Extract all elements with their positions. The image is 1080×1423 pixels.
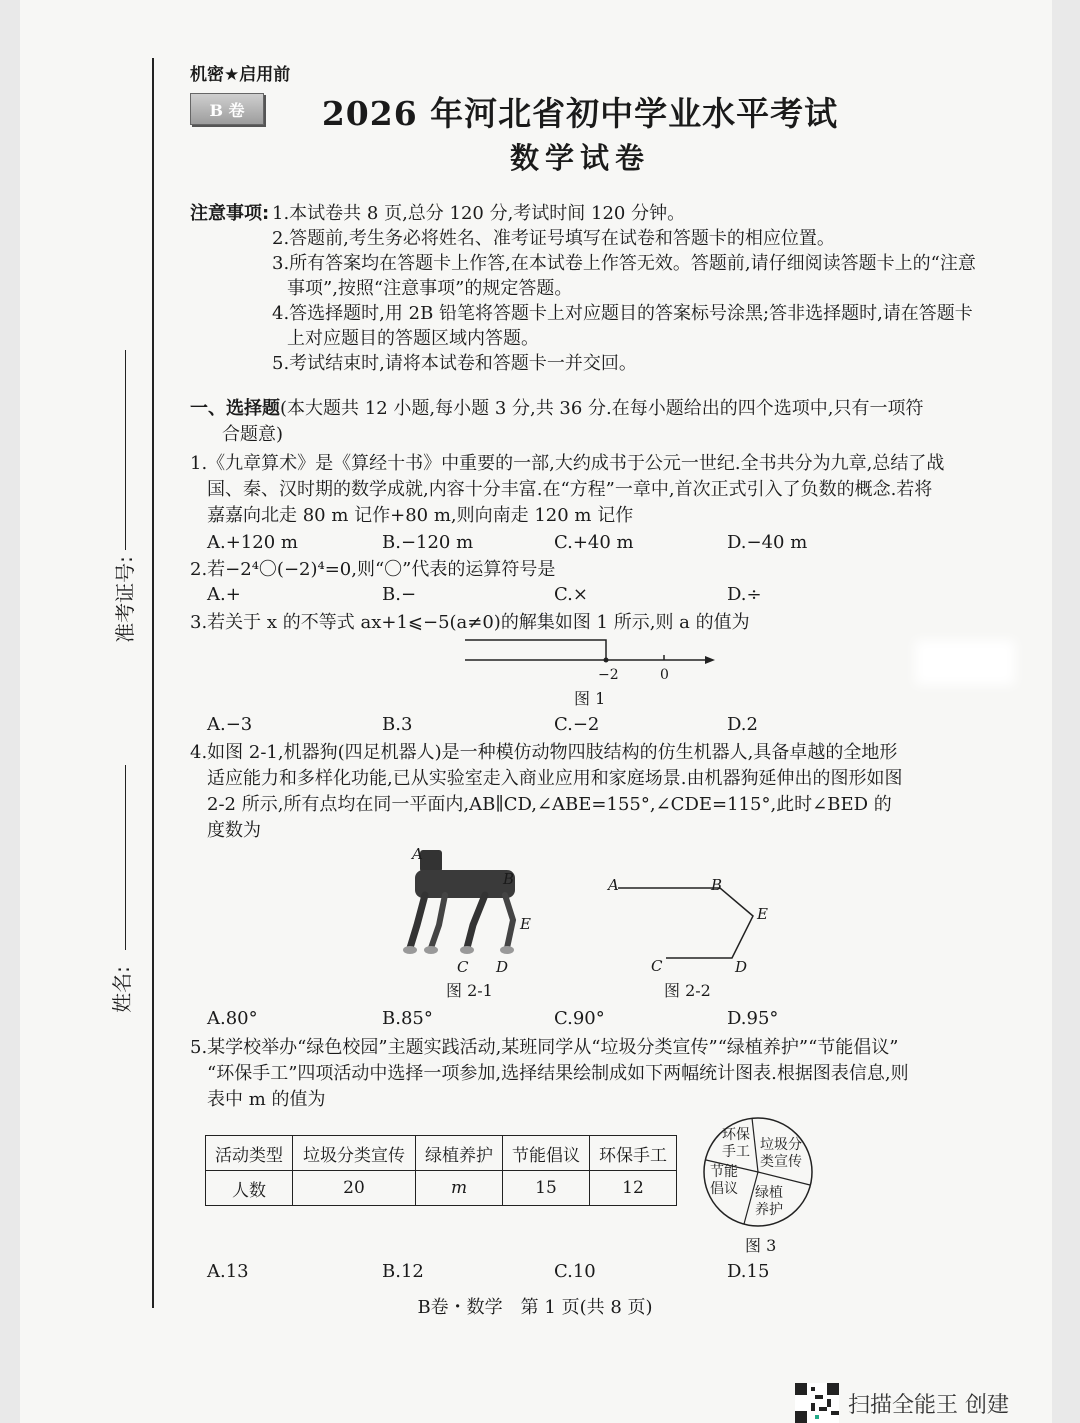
table-cell: 12: [590, 1171, 677, 1206]
q3-option-a: A.−3: [207, 714, 253, 735]
notice-item: 上对应题目的答题区域内答题。: [287, 328, 539, 349]
notice-item: 2.答题前,考生务必将姓名、准考证号填写在试卷和答题卡的相应位置。: [272, 228, 835, 249]
table-header-row: [206, 1136, 677, 1171]
notice-item: 3.所有答案均在答题卡上作答,在本试卷上作答无效。答题前,请仔细阅读答题卡上的“注意: [272, 253, 976, 274]
pie-label: 环保手工: [722, 1127, 750, 1160]
number-line-figure: [460, 630, 730, 690]
pie-divider: [758, 1172, 810, 1185]
pie-label: 垃圾分类宣传: [760, 1137, 802, 1170]
q2-option-d: D.÷: [727, 584, 762, 605]
table-cell: 人数: [206, 1171, 293, 1206]
notice-heading: 注意事项:: [190, 203, 270, 224]
exam-title: 2026 年河北省初中学业水平考试: [321, 94, 839, 133]
q2-option-c: C.×: [554, 584, 588, 605]
q1-text: 嘉嘉向北走 80 m 记作+80 m,则向南走 120 m 记作: [207, 505, 634, 526]
point-label: A: [608, 876, 619, 894]
robot-foot: [500, 946, 514, 954]
secret-mark: 机密★启用前: [190, 65, 291, 85]
pie-label: 绿植养护: [755, 1185, 783, 1218]
table-header-cell: 活动类型: [206, 1136, 293, 1171]
point-label: B: [503, 870, 515, 888]
point-label: D: [496, 958, 509, 976]
q5-option-c: C.10: [554, 1261, 596, 1282]
point-label: C: [651, 957, 663, 975]
q4-text: 2-2 所示,所有点均在同一平面内,AB∥CD,∠ABE=155°,∠CDE=115°,此时∠BED 的: [207, 794, 892, 815]
robot-head-sensor: [420, 850, 442, 872]
pie-label: 节能倡议: [710, 1164, 738, 1197]
figure-caption: 图 2-1: [446, 981, 493, 1000]
robot-foot: [460, 946, 474, 954]
robot-leg: [505, 895, 513, 948]
page-footer: B卷・数学 第 1 页(共 8 页): [417, 1297, 653, 1318]
arrow-right-icon: [705, 656, 715, 664]
q5-text: “环保手工”四项活动中选择一项参加,选择结果绘制成如下两幅统计图表.根据图表信息,则: [207, 1063, 909, 1084]
q1-text: 1.《九章算术》是《算经十书》中重要的一部,大约成书于公元一世纪.全书共分为九章,总结了战: [190, 453, 945, 474]
solid-point-marker: [604, 658, 609, 663]
section-desc: (本大题共 12 小题,每小题 3 分,共 36 分.在每小题给出的四个选项中,只有一项符: [280, 398, 924, 419]
q4-option-a: A.80°: [207, 1008, 258, 1029]
photo-glare: [915, 640, 1015, 685]
q5-option-d: D.15: [727, 1261, 770, 1282]
robot-leg: [410, 895, 425, 948]
q5-option-a: A.13: [207, 1261, 249, 1282]
figure-caption: 图 2-2: [664, 981, 711, 1000]
q1-option-b: B.−120 m: [382, 532, 474, 553]
name-label: 姓名:: [109, 966, 134, 1013]
point-label: C: [457, 958, 469, 976]
robot-leg: [431, 895, 445, 948]
notice-item: 4.答选择题时,用 2B 铅笔将答题卡上对应题目的答案标号涂黑;答非选择题时,请在答题卡: [272, 303, 973, 324]
table-header-cell: 垃圾分类宣传: [293, 1136, 416, 1171]
point-label: A: [412, 845, 423, 863]
polyline-abecd: [618, 888, 753, 958]
paper-type-badge: B 卷: [190, 93, 264, 125]
geometry-figure: [600, 870, 780, 970]
q5-text: 5.某学校举办“绿色校园”主题实践活动,某班同学从“垃圾分类宣传”“绿植养护”“节能倡议”: [190, 1037, 899, 1058]
q2-option-a: A.+: [207, 584, 241, 605]
section-desc-cont: 合题意): [222, 424, 284, 445]
q4-option-c: C.90°: [554, 1008, 605, 1029]
notice-item: 1.本试卷共 8 页,总分 120 分,考试时间 120 分钟。: [272, 203, 686, 224]
exam-subtitle: 数学试卷: [509, 141, 650, 175]
point-label: E: [757, 905, 768, 923]
name-blank-line: [125, 765, 126, 950]
q3-option-b: B.3: [382, 714, 413, 735]
q2-option-b: B.−: [382, 584, 417, 605]
point-label: D: [735, 958, 748, 976]
q3-text: 3.若关于 x 的不等式 ax+1⩽−5(a≠0)的解集如图 1 所示,则 a 的值为: [190, 612, 750, 633]
notice-item: 事项”,按照“注意事项”的规定答题。: [287, 278, 573, 299]
section-title: 一、选择题: [190, 398, 280, 419]
table-header-cell: 绿植养护: [416, 1136, 503, 1171]
q2-text: 2.若−2⁴〇(−2)⁴=0,则“〇”代表的运算符号是: [190, 559, 556, 580]
table-header-cell: 环保手工: [590, 1136, 677, 1171]
q4-text: 度数为: [207, 820, 261, 841]
robot-foot: [403, 946, 417, 954]
table-header-cell: 节能倡议: [503, 1136, 590, 1171]
section-heading: [190, 397, 924, 421]
q1-option-c: C.+40 m: [554, 532, 634, 553]
q4-text: 适应能力和多样化功能,已从实验室走入商业应用和家庭场景.由机器狗延伸出的图形如图: [207, 768, 903, 789]
figure-caption: 图 1: [574, 689, 606, 708]
q5-option-b: B.12: [382, 1261, 424, 1282]
solution-set-mark: [465, 640, 606, 660]
figure-caption: 图 3: [745, 1236, 777, 1255]
q3-option-c: C.−2: [554, 714, 600, 735]
number-line-label: 0: [660, 667, 669, 683]
number-line-label: −2: [598, 667, 619, 683]
point-label: B: [711, 876, 723, 894]
q1-option-d: D.−40 m: [727, 532, 808, 553]
table-row: [206, 1171, 677, 1206]
notice-item: 5.考试结束时,请将本试卷和答题卡一并交回。: [272, 353, 637, 374]
table-cell: 15: [503, 1171, 590, 1206]
robot-body: [415, 870, 515, 898]
table-cell: 20: [293, 1171, 416, 1206]
q4-text: 4.如图 2-1,机器狗(四足机器人)是一种模仿动物四肢结构的仿生机器人,具备卓越的全地形: [190, 742, 898, 763]
scanner-watermark: 扫描全能王 创建: [848, 1393, 1009, 1418]
robot-foot: [424, 946, 438, 954]
q1-option-a: A.+120 m: [207, 532, 298, 553]
q3-option-d: D.2: [727, 714, 758, 735]
table-cell: m: [416, 1171, 503, 1206]
q4-option-b: B.85°: [382, 1008, 433, 1029]
q5-text: 表中 m 的值为: [207, 1089, 326, 1110]
exam-id-label: 准考证号:: [112, 556, 137, 643]
point-label: E: [520, 915, 531, 933]
q1-text: 国、秦、汉时期的数学成就,内容十分丰富.在“方程”一章中,首次正式引入了负数的概念.若将: [207, 479, 933, 500]
activity-stats-table: [205, 1135, 677, 1206]
robot-leg: [467, 895, 485, 948]
q4-option-d: D.95°: [727, 1008, 779, 1029]
exam-id-blank-line: [125, 350, 126, 550]
binding-line: [152, 58, 154, 1308]
qr-code-icon: [795, 1383, 839, 1423]
